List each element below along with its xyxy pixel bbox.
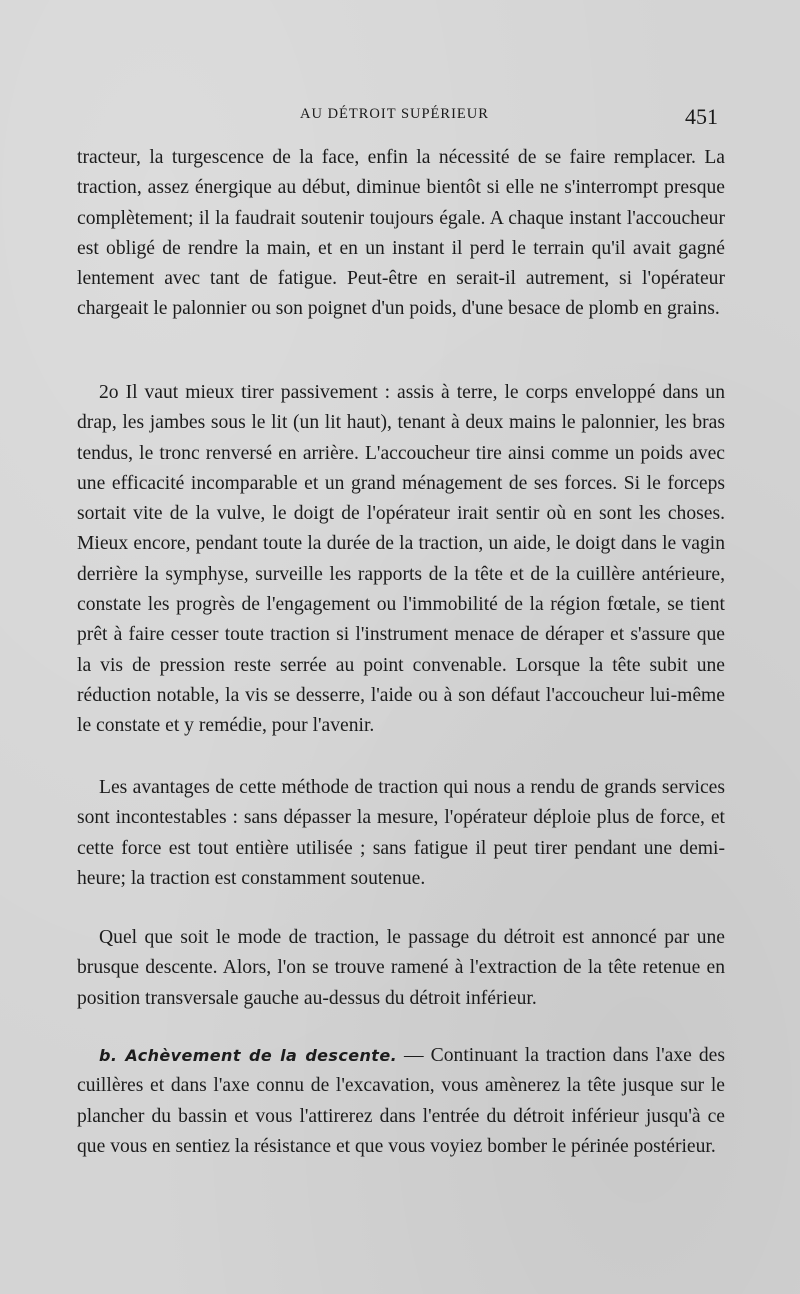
running-head [0, 106, 800, 130]
paragraph-advantages: Les avantages de cette méthode de traction qui nous a rendu de grands services sont incontestables : sans dépasser la mesure, l'opérateur déploie plus de force, et cette force est tout entière utilisée ; sans fatigue il peut tirer pendant une demi-heure; la traction est constamment soutenue. [77, 777, 725, 889]
running-title: AU DÉTROIT SUPÉRIEUR [300, 106, 489, 122]
section-body: — Continuant la traction dans l'axe des cuillères et dans l'axe connu de l'excavation, vous amènerez la tête jusque sur le plancher du bassin et vous l'attirerez dans l'entrée du détroit inférieur jusqu'à ce que vous en sentiez la résistance et que vous voyiez bomber le périnée postérieur. [77, 1045, 725, 1157]
paragraph-descent-completion [77, 1041, 725, 1162]
page-number: 451 [685, 104, 718, 129]
paragraph-passive-traction: 2o Il vaut mieux tirer passivement : assis à terre, le corps enveloppé dans un drap, les jambes sous le lit (un lit haut), tenant à deux mains le palonnier, les bras tendus, le tronc renversé en arrière. L'accoucheur tire ainsi comme un poids avec une efficacité incomparable et un grand ménagement de ses forces. Si le forceps sortait vite de la vulve, le doigt de l'opérateur irait sentir où en sont les choses. Mieux encore, pendant toute la durée de la traction, un aide, le doigt dans le vagin derrière la symphyse, surveille les rapports de la tête et de la cuillère antérieure, constate les progrès de l'engagement ou l'immobilité de la région fœtale, se tient prêt à faire cesser toute traction si l'instrument menace de déraper et s'assure que la vis de pression reste serrée au point convenable. Lorsque la tête subit une réduction notable, la vis se desserre, l'aide ou à son défaut l'accoucheur lui-même le constate et y remédie, pour l'avenir. [77, 382, 725, 737]
section-heading: b. Achèvement de la descente. [99, 1046, 398, 1065]
paragraph-strait-passage: Quel que soit le mode de traction, le passage du détroit est annoncé par une brusque descente. Alors, l'on se trouve ramené à l'extraction de la tête retenue en position transversale gauche au-dessus du détroit inférieur. [77, 927, 725, 1009]
paragraph-continuation: tracteur, la turgescence de la face, enfin la nécessité de se faire remplacer. La traction, assez énergique au début, diminue bientôt si elle ne s'interrompt presque complètement; il la faudrait soutenir toujours égale. A chaque instant l'accoucheur est obligé de rendre la main, et en un instant il perd le terrain qu'il avait gagné lentement avec tant de fatigue. Peut-être en serait-il autrement, si l'opérateur chargeait le palonnier ou son poignet d'un poids, d'une besace de plomb en grains. [77, 147, 725, 320]
